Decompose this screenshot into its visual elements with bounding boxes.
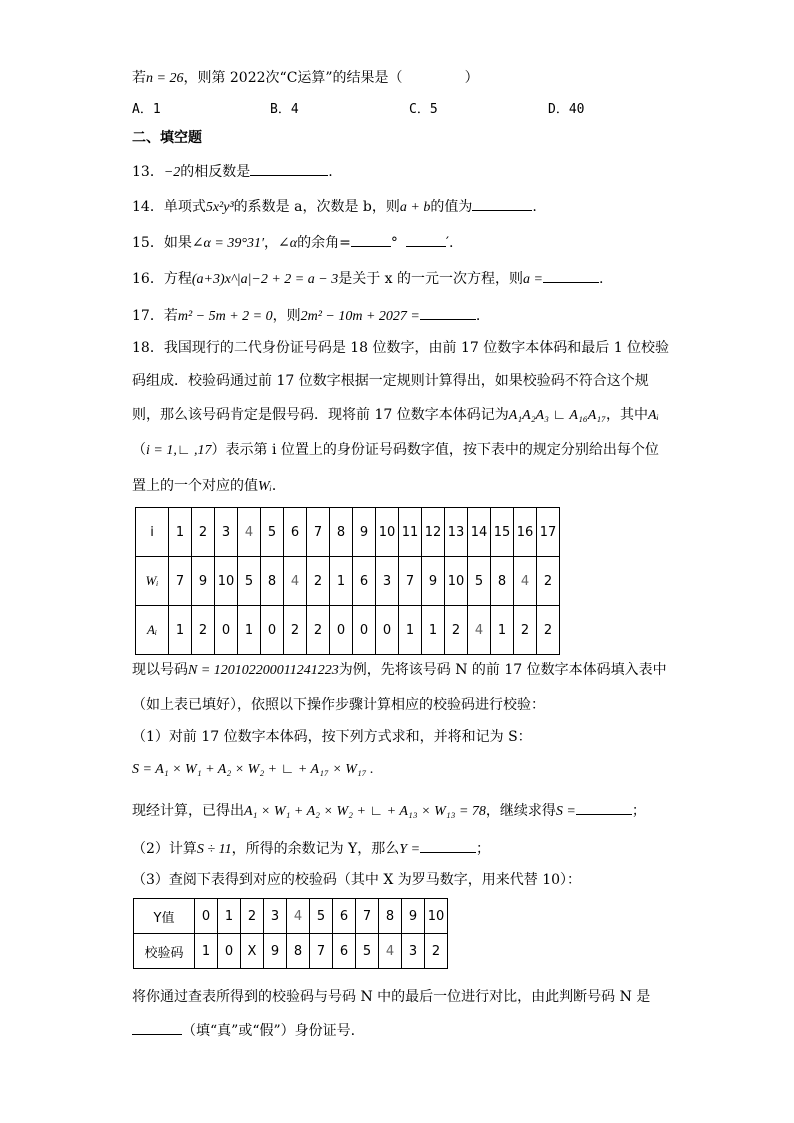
final-line-2: （填“真”或“假”）身份证号.	[132, 1020, 355, 1041]
cell-y-8: 8	[379, 899, 402, 934]
cell-w-6: 4	[284, 557, 307, 606]
partial-calc-line: 现经计算，已得出A₁ × W₁ + A₂ × W₂ + ∟ + A₁₃ × W₁₃ = 78，继续求得S = ；	[132, 800, 646, 822]
q15-degree-blank[interactable]	[351, 232, 391, 247]
cell-c-8: 4	[379, 934, 402, 969]
cell-w-10: 3	[376, 557, 399, 606]
cell-y-3: 3	[264, 899, 287, 934]
cell-a-9: 0	[353, 606, 376, 655]
cell-w-7: 2	[307, 557, 330, 606]
step-1: （1）对前 17 位数字本体码，按下列方式求和，并将和记为 S：	[132, 729, 532, 745]
table-row-y	[134, 899, 448, 934]
step-2: （2）计算S ÷ 11，所得的余数记为 Y，那么Y = ；	[132, 838, 490, 860]
cell-y-7: 7	[356, 899, 379, 934]
q14: 14．单项式5x²y³的系数是 a，次数是 b，则a + b的值为 .	[132, 196, 537, 218]
cell-a-4: 1	[238, 606, 261, 655]
cell-y-0: 0	[195, 899, 218, 934]
remainder-answer-blank[interactable]	[420, 838, 476, 853]
q16-answer-blank[interactable]	[543, 268, 599, 283]
option-d[interactable]: D．40	[548, 102, 585, 117]
cell-w-12: 9	[422, 557, 445, 606]
cell-w-2: 9	[192, 557, 215, 606]
check-code-table	[133, 898, 448, 969]
cell-a-17: 2	[537, 606, 560, 655]
cell-y-6: 6	[333, 899, 356, 934]
cell-i-5: 5	[261, 508, 284, 557]
cell-i-9: 9	[353, 508, 376, 557]
cell-c-0: 1	[195, 934, 218, 969]
cell-y-5: 5	[310, 899, 333, 934]
cell-w-9: 6	[353, 557, 376, 606]
q17-answer-blank[interactable]	[420, 305, 476, 320]
cell-a-7: 2	[307, 606, 330, 655]
cell-w-4: 5	[238, 557, 261, 606]
cell-i-1: 1	[169, 508, 192, 557]
cell-w-3: 10	[215, 557, 238, 606]
cell-w-14: 5	[468, 557, 491, 606]
cell-a-14: 4	[468, 606, 491, 655]
section-heading: 二、填空题	[132, 130, 202, 146]
q12-condition: n = 26	[146, 71, 184, 86]
sum-answer-blank[interactable]	[576, 800, 632, 815]
cell-a-10: 0	[376, 606, 399, 655]
cell-w-5: 8	[261, 557, 284, 606]
table-row-i	[136, 508, 560, 557]
cell-i-8: 8	[330, 508, 353, 557]
table-row-w	[136, 557, 560, 606]
cell-y-9: 9	[402, 899, 425, 934]
cell-w-11: 7	[399, 557, 422, 606]
row-header-y: Y值	[134, 899, 195, 934]
sum-formula: S = A₁ × W₁ + A₂ × W₂ + ∟ + A₁₇ × W₁₇ .	[132, 762, 374, 777]
example-line-2: （如上表已填好），依照以下操作步骤计算相应的校验码进行校验：	[132, 697, 545, 713]
cell-c-1: 0	[218, 934, 241, 969]
cell-a-6: 2	[284, 606, 307, 655]
step-3: （3）查阅下表得到对应的校验码（其中 X 为罗马数字，用来代替 10）：	[132, 872, 582, 888]
option-a[interactable]: A．1	[132, 102, 161, 117]
cell-a-16: 2	[514, 606, 537, 655]
table-row-code	[134, 934, 448, 969]
q13-answer-blank[interactable]	[250, 161, 328, 176]
cell-y-2: 2	[241, 899, 264, 934]
cell-i-2: 2	[192, 508, 215, 557]
cell-a-2: 2	[192, 606, 215, 655]
cell-y-1: 1	[218, 899, 241, 934]
cell-i-11: 11	[399, 508, 422, 557]
row-header-code: 校验码	[134, 934, 195, 969]
final-line-1: 将你通过查表所得到的校验码与号码 N 中的最后一位进行对比，由此判断号码 N 是	[132, 989, 651, 1005]
cell-i-14: 14	[468, 508, 491, 557]
cell-c-2: X	[241, 934, 264, 969]
row-header-i: i	[136, 508, 169, 557]
q18-line-4: （i = 1,∟ ,17）表示第 i 位置上的身份证号码数字值，按下表中的规定分别给出每个位	[132, 442, 659, 458]
q15: 15．如果∠α = 39°31′，∠α的余角= ° ′.	[132, 232, 453, 254]
cell-c-5: 7	[310, 934, 333, 969]
q18-line-2: 码组成．校验码通过前 17 位数字根据一定规则计算得出，如果校验码不符合这个规	[132, 373, 649, 389]
cell-a-5: 0	[261, 606, 284, 655]
true-false-answer-blank[interactable]	[132, 1020, 182, 1035]
cell-w-8: 1	[330, 557, 353, 606]
cell-i-10: 10	[376, 508, 399, 557]
cell-i-7: 7	[307, 508, 330, 557]
cell-w-13: 10	[445, 557, 468, 606]
cell-i-4: 4	[238, 508, 261, 557]
cell-w-15: 8	[491, 557, 514, 606]
cell-c-10: 2	[425, 934, 448, 969]
cell-c-7: 5	[356, 934, 379, 969]
cell-i-13: 13	[445, 508, 468, 557]
cell-a-1: 1	[169, 606, 192, 655]
cell-a-11: 1	[399, 606, 422, 655]
cell-i-17: 17	[537, 508, 560, 557]
q18-line-5: 置上的一个对应的值Wᵢ．	[132, 478, 286, 494]
cell-i-12: 12	[422, 508, 445, 557]
q14-answer-blank[interactable]	[472, 196, 532, 211]
cell-i-15: 15	[491, 508, 514, 557]
cell-y-4: 4	[287, 899, 310, 934]
weight-digit-table	[135, 507, 560, 655]
cell-w-1: 7	[169, 557, 192, 606]
cell-i-6: 6	[284, 508, 307, 557]
example-line-1: 现以号码N = 120102200011241223为例，先将该号码 N 的前 17 位数字本体码填入表中	[132, 662, 667, 678]
q16: 16．方程(a+3)x^|a|−2 + 2 = a − 3是关于 x 的一元一次方程，则a = .	[132, 268, 603, 290]
cell-c-4: 8	[287, 934, 310, 969]
cell-c-6: 6	[333, 934, 356, 969]
cell-w-17: 2	[537, 557, 560, 606]
cell-a-15: 1	[491, 606, 514, 655]
q17: 17．若m² − 5m + 2 = 0，则2m² − 10m + 2027 = .	[132, 305, 480, 327]
cell-a-13: 2	[445, 606, 468, 655]
cell-a-12: 1	[422, 606, 445, 655]
option-b[interactable]: B．4	[270, 102, 299, 117]
cell-a-3: 0	[215, 606, 238, 655]
cell-w-16: 4	[514, 557, 537, 606]
cell-i-3: 3	[215, 508, 238, 557]
row-header-a: Aᵢ	[136, 606, 169, 655]
cell-a-8: 0	[330, 606, 353, 655]
table-row-a	[136, 606, 560, 655]
cell-c-3: 9	[264, 934, 287, 969]
q12-tail-line: 若n = 26，则第 2022次“C运算”的结果是（ ）	[132, 70, 479, 86]
row-header-w: Wᵢ	[136, 557, 169, 606]
q18-line-1: 18．我国现行的二代身份证号码是 18 位数字，由前 17 位数字本体码和最后 1 位校验	[132, 340, 670, 356]
cell-y-10: 10	[425, 899, 448, 934]
cell-c-9: 3	[402, 934, 425, 969]
q15-minute-blank[interactable]	[406, 232, 446, 247]
q13: 13．−2的相反数是 .	[132, 161, 333, 183]
option-c[interactable]: C．5	[409, 102, 438, 117]
q18-line-3: 则，那么该号码肯定是假号码．现将前 17 位数字本体码记为A₁A₂A₃ ∟ A₁₆A₁₇，其中Aᵢ	[132, 407, 659, 423]
cell-i-16: 16	[514, 508, 537, 557]
